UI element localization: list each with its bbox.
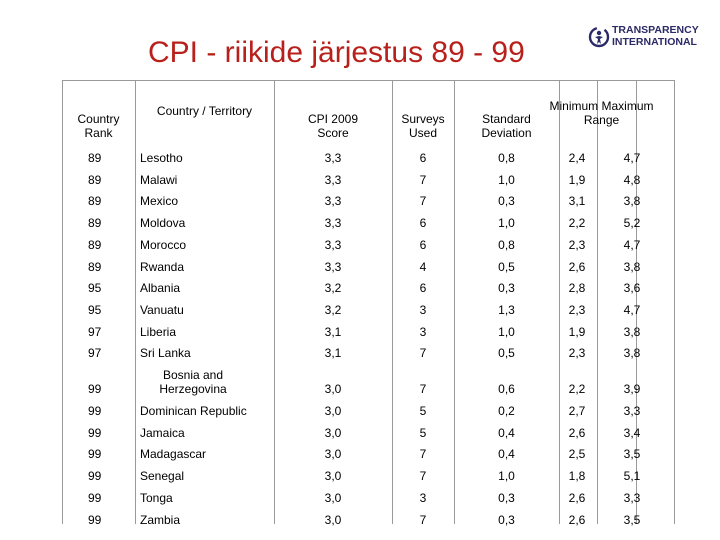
cell-score: 3,3 <box>324 237 342 252</box>
logo-text <box>612 24 699 48</box>
logo-line-2: INTERNATIONAL <box>612 36 697 48</box>
cell-min: 2,2 <box>568 382 586 396</box>
cell-score: 3,3 <box>324 151 342 165</box>
cell-rank: 99 <box>88 404 102 418</box>
cell-rank: 99 <box>88 512 102 527</box>
cell-score: 3,1 <box>324 324 342 339</box>
cell-country-line: Bosnia and <box>162 368 224 382</box>
cell-min: 1,9 <box>568 172 586 187</box>
cell-country: Lesotho <box>140 151 183 165</box>
cell-rank: 99 <box>88 469 102 484</box>
cell-max: 4,7 <box>623 237 641 252</box>
cell-min: 1,9 <box>568 324 586 339</box>
cell-country: Zambia <box>140 512 181 527</box>
cell-max: 5,2 <box>623 216 641 231</box>
cell-stddev: 0,4 <box>498 447 515 462</box>
cell-score: 3,2 <box>324 302 342 317</box>
cell-stddev: 1,3 <box>498 302 515 317</box>
ti-emblem-icon <box>588 24 610 50</box>
cell-min: 2,6 <box>568 259 586 274</box>
cell-surveys: 3 <box>419 302 427 317</box>
cell-max: 3,3 <box>623 404 641 418</box>
cell-surveys: 7 <box>419 382 427 396</box>
cell-country: Morocco <box>140 237 187 252</box>
cell-max: 3,5 <box>623 447 641 462</box>
cell-max: 3,8 <box>623 346 641 361</box>
column-header-surveys <box>392 112 454 140</box>
column-header-score <box>274 112 392 140</box>
cell-min: 2,5 <box>568 447 586 462</box>
table-top-border <box>62 80 674 81</box>
cell-country: Vanuatu <box>140 302 184 317</box>
cell-surveys: 6 <box>419 151 427 165</box>
cell-rank: 95 <box>88 302 102 317</box>
cell-surveys: 3 <box>419 490 427 505</box>
column-header-line: Surveys <box>401 112 445 126</box>
cell-rank: 95 <box>88 281 102 296</box>
cell-rank: 99 <box>88 382 102 396</box>
column-header-line: Range <box>583 113 620 127</box>
cell-max: 3,3 <box>623 490 641 505</box>
cell-rank: 89 <box>88 194 102 209</box>
cell-max: 3,5 <box>623 512 641 527</box>
column-header-line: Country / Territory <box>156 104 253 118</box>
cell-min: 2,6 <box>568 490 586 505</box>
cell-country: Dominican Republic <box>140 404 247 418</box>
cell-max: 3,8 <box>623 194 641 209</box>
cell-score: 3,0 <box>324 382 342 396</box>
cell-max: 4,7 <box>623 302 641 317</box>
cell-max: 4,7 <box>623 151 641 165</box>
cell-max: 3,6 <box>623 281 641 296</box>
page-title: CPI - riikide järjestus 89 - 99 <box>148 36 525 69</box>
transparency-international-logo <box>588 24 718 54</box>
cell-min: 2,3 <box>568 237 586 252</box>
cell-rank: 97 <box>88 346 102 361</box>
cell-stddev: 0,3 <box>498 194 515 209</box>
cell-max: 3,9 <box>623 382 641 396</box>
cell-min: 2,8 <box>568 281 586 296</box>
cell-country: Jamaica <box>140 425 185 440</box>
cell-stddev: 1,0 <box>498 216 515 231</box>
cell-country <box>138 368 248 396</box>
cell-max: 4,8 <box>623 172 641 187</box>
cell-surveys: 7 <box>419 469 427 484</box>
cell-country: Malawi <box>140 172 178 187</box>
cell-country: Sri Lanka <box>140 346 191 361</box>
cell-min: 3,1 <box>568 194 586 209</box>
cell-surveys: 7 <box>419 512 427 527</box>
cpi-table <box>62 80 674 527</box>
cell-rank: 89 <box>88 237 102 252</box>
cell-rank: 99 <box>88 490 102 505</box>
cell-surveys: 3 <box>419 324 427 339</box>
table-grid-line <box>674 80 675 524</box>
cell-rank: 89 <box>88 216 102 231</box>
cell-stddev: 0,8 <box>498 237 515 252</box>
cell-country: Madagascar <box>140 447 207 462</box>
cell-score: 3,3 <box>324 259 342 274</box>
cell-stddev: 0,2 <box>498 404 515 418</box>
cell-min: 2,6 <box>568 512 586 527</box>
cell-country-line: Herzegovina <box>159 382 227 396</box>
table-grid-line <box>62 80 63 524</box>
cell-score: 3,0 <box>324 512 342 527</box>
cell-surveys: 7 <box>419 447 427 462</box>
cell-stddev: 1,0 <box>498 324 515 339</box>
cell-surveys: 6 <box>419 216 427 231</box>
column-header-line: Score <box>317 126 349 140</box>
cell-max: 3,8 <box>623 259 641 274</box>
cell-stddev: 1,0 <box>498 469 515 484</box>
cell-min: 2,2 <box>568 216 586 231</box>
cell-surveys: 7 <box>419 346 427 361</box>
cell-rank: 99 <box>88 447 102 462</box>
column-header-line: Minimum Maximum <box>549 99 654 113</box>
cell-rank: 99 <box>88 425 102 440</box>
column-header-line: Used <box>408 126 437 140</box>
logo-line-1: TRANSPARENCY <box>612 24 699 36</box>
column-header-line: CPI 2009 <box>307 112 359 126</box>
cell-max: 3,4 <box>623 425 641 440</box>
cell-score: 3,0 <box>324 425 342 440</box>
cell-score: 3,0 <box>324 404 342 418</box>
cell-surveys: 6 <box>419 281 427 296</box>
cell-country: Rwanda <box>140 259 185 274</box>
cell-stddev: 1,0 <box>498 172 515 187</box>
cell-surveys: 4 <box>419 259 427 274</box>
cell-surveys: 5 <box>419 425 427 440</box>
cell-score: 3,0 <box>324 469 342 484</box>
cell-score: 3,3 <box>324 194 342 209</box>
cell-rank: 89 <box>88 259 102 274</box>
cell-country: Moldova <box>140 216 186 231</box>
cell-stddev: 0,8 <box>498 151 515 165</box>
column-header-range <box>529 99 674 127</box>
cell-country: Albania <box>140 281 181 296</box>
cell-score: 3,0 <box>324 447 342 462</box>
cell-score: 3,3 <box>324 172 342 187</box>
cell-surveys: 7 <box>419 194 427 209</box>
cell-rank: 89 <box>88 151 102 165</box>
column-header-line: Rank <box>84 126 113 140</box>
cell-score: 3,0 <box>324 490 342 505</box>
cell-rank: 89 <box>88 172 102 187</box>
cell-stddev: 0,5 <box>498 346 515 361</box>
cell-score: 3,3 <box>324 216 342 231</box>
cell-country: Senegal <box>140 469 185 484</box>
cell-min: 2,7 <box>568 404 586 418</box>
cell-surveys: 6 <box>419 237 427 252</box>
cell-min: 1,8 <box>568 469 586 484</box>
cell-stddev: 0,3 <box>498 512 515 527</box>
cell-score: 3,2 <box>324 281 342 296</box>
cell-min: 2,6 <box>568 425 586 440</box>
cell-stddev: 0,3 <box>498 281 515 296</box>
cell-country: Liberia <box>140 324 177 339</box>
column-header-rank <box>62 112 135 140</box>
cell-stddev: 0,6 <box>498 382 515 396</box>
cell-stddev: 0,5 <box>498 259 515 274</box>
cell-rank: 97 <box>88 324 102 339</box>
table-grid-line <box>135 80 136 524</box>
cell-surveys: 5 <box>419 404 427 418</box>
column-header-line: Country <box>77 112 120 126</box>
cell-score: 3,1 <box>324 346 342 361</box>
cell-min: 2,4 <box>568 151 586 165</box>
cell-stddev: 0,4 <box>498 425 515 440</box>
cell-stddev: 0,3 <box>498 490 515 505</box>
cell-country: Tonga <box>140 490 173 505</box>
cell-country: Mexico <box>140 194 179 209</box>
column-header-line: Deviation <box>481 126 532 140</box>
cell-min: 2,3 <box>568 302 586 317</box>
cell-surveys: 7 <box>419 172 427 187</box>
cell-max: 3,8 <box>623 324 641 339</box>
column-header-country <box>135 104 274 118</box>
column-header-line: Standard <box>482 112 531 126</box>
cell-min: 2,3 <box>568 346 586 361</box>
cell-max: 5,1 <box>623 469 641 484</box>
